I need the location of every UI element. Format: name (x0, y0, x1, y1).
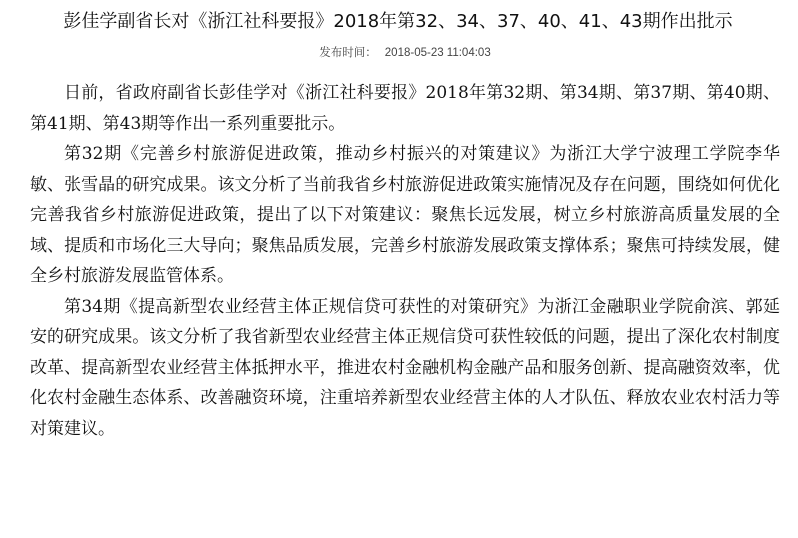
article-paragraph: 第32期《完善乡村旅游促进政策，推动乡村振兴的对策建议》为浙江大学宁波理工学院李华敏、张雪晶的研究成果。该文分析了当前我省乡村旅游促进政策实施情况及存在问题，围绕如何优化完善我省乡村旅游促进政策，提出了以下对策建议：聚焦长远发展，树立乡村旅游高质量发展的全域、提质和市场化三大导向；聚焦品质发展，完善乡村旅游发展政策支撑体系；聚焦可持续发展，健全乡村旅游发展监管体系。 (30, 144, 780, 286)
article-body (30, 78, 780, 444)
publish-info (30, 44, 780, 62)
article-paragraph: 第34期《提高新型农业经营主体正规信贷可获性的对策研究》为浙江金融职业学院俞滨、郭延安的研究成果。该文分析了我省新型农业经营主体正规信贷可获性较低的问题，提出了深化农村制度改革、提高新型农业经营主体抵押水平，推进农村金融机构金融产品和服务创新、提高融资效率，优化农村金融生态体系、改善融资环境，注重培养新型农业经营主体的人才队伍、释放农业农村活力等对策建议。 (30, 296, 780, 439)
article-title: 彭佳学副省长对《浙江社科要报》2018年第32、34、37、40、41、43期作出批示 (63, 11, 733, 32)
publish-label: 发布时间： (319, 47, 377, 59)
publish-time: 2018-05-23 11:04:03 (384, 47, 491, 59)
article-paragraph: 日前，省政府副省长彭佳学对《浙江社科要报》2018年第32期、第34期、第37期、第40期、第41期、第43期等作出一系列重要批示。 (30, 83, 780, 134)
